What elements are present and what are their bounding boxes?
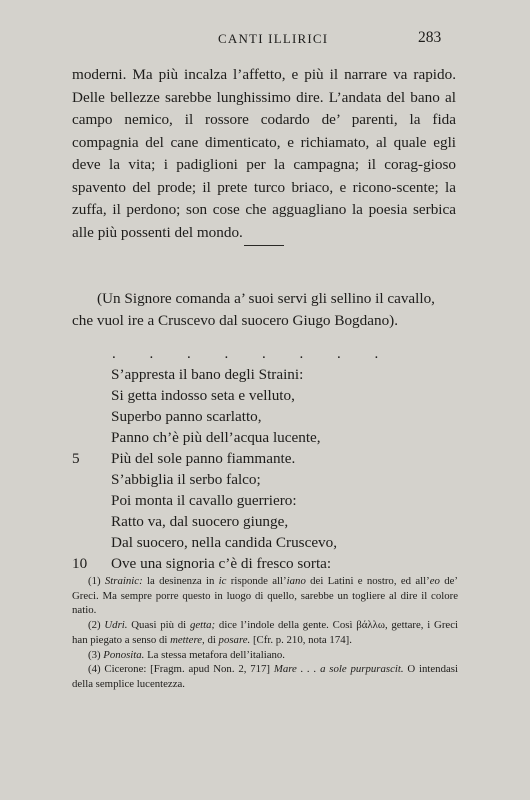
verse-number: 5 (72, 450, 80, 467)
verse-line: Più del sole panno fiammante. (111, 450, 296, 467)
verse-line: Ove una signoria c’è di fresco sorta: (111, 555, 332, 572)
poem-summary (72, 288, 456, 332)
footnote-2: (2) Udri. Quasi più di getta; dice l’indole della gente. Così βάλλω, gettare, i Greci han piegato a senso di mettere, di posare. [Cfr. p. 210, nota 174]. (72, 619, 459, 646)
prose-line: scente; la zuffa, il perdono; son cose che agguagliano la (72, 178, 456, 218)
summary-line: (Un Signore comanda a’ suoi servi gli sellino il cavallo, (97, 290, 435, 307)
prose-line: poesia serbica alle più possenti del mondo. (72, 201, 456, 241)
footnotes (72, 574, 458, 692)
footnote-4: (4) Cicerone: [Fragm. apud Non. 2, 717] Mare . . . a sole purpurascit. O intendasi della semplice lucentezza. (72, 663, 458, 690)
verse-line: S’appresta il bano degli Straini: (111, 366, 304, 383)
prose-paragraph (72, 64, 456, 244)
prose-line: egli deve la vita; i padiglioni per la campagna; il corag- (72, 133, 457, 173)
prose-line: compagnia del cane dimenticato, e richiamato, al quale (72, 133, 427, 151)
verse-line: Ratto va, dal suocero giunge, (111, 513, 289, 530)
prose-line: al campo nemico, il rossore codardo de’ parenti, la fida (72, 88, 456, 128)
verse-line: S’abbiglia il serbo falco; (111, 471, 261, 488)
footnote-1: (1) Strainic: la desinenza in ic risponde all’iano dei Latini e nostro, ed all’eo de’ Greci. Ma sempre porre questo in luogo di quello, sarebbe un togliere al dire il colore natio. (72, 575, 459, 617)
verse-line: Panno ch’è più dell’acqua lucente, (111, 429, 321, 446)
verse-line: Poi monta il cavallo guerriero: (111, 492, 297, 509)
prose-line: Delle bellezze sarebbe lunghissimo dire. L’andata del bano (72, 88, 440, 106)
footnote-3: (3) Ponosita. La stessa metafora dell’italiano. (88, 648, 285, 661)
prose-line: moderni. Ma più incalza l’affetto, e più il narrare va rapido. (72, 66, 456, 83)
verse-line: Superbo panno scarlatto, (111, 408, 262, 425)
verse-number: 10 (72, 555, 88, 572)
prose-line: gioso spavento del prode; il prete turco briaco, e ricono- (72, 156, 456, 196)
section-divider (244, 245, 284, 246)
summary-line: che vuol ire a Cruscevo dal suocero Giugo Bogdano). (72, 312, 399, 329)
running-title: CANTI ILLIRICI (218, 31, 329, 46)
page-number: 283 (418, 29, 442, 46)
verse-ellipsis: . . . . . . . . (112, 346, 394, 362)
verse-line: Dal suocero, nella candida Cruscevo, (111, 534, 338, 551)
verse-line: Si getta indosso seta e velluto, (111, 387, 295, 404)
